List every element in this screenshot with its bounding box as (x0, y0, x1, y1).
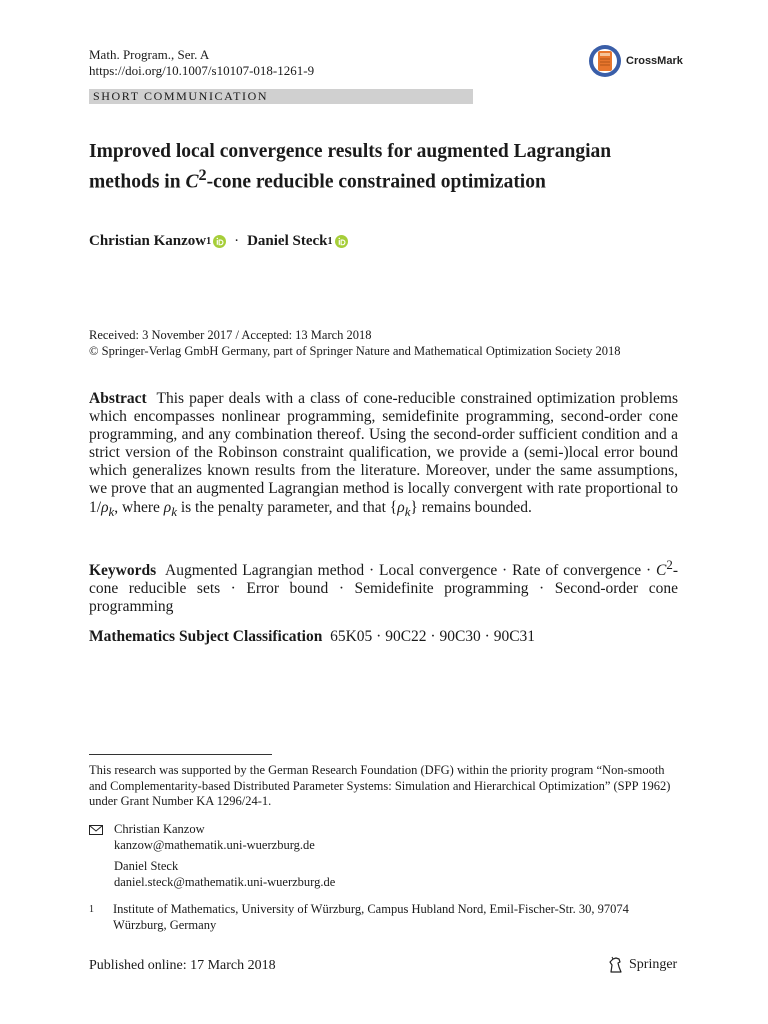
author-name[interactable]: Daniel Steck (247, 233, 328, 249)
paper-title: Improved local convergence results for augmented Lagrangian methods in $C^2$-cone reducible constrained optimization (89, 141, 612, 192)
springer-horse-icon (607, 956, 625, 974)
crossmark-label: CrossMark (626, 55, 683, 67)
affiliation (89, 902, 678, 933)
publisher-logo (607, 956, 677, 974)
author-affil-mark: 1 (327, 236, 333, 247)
author-affil-mark: 1 (206, 236, 212, 247)
journal-name: Math. Program., Ser. A (89, 47, 210, 62)
corresponding-author-name: Daniel Steck (114, 859, 179, 873)
published-online: Published online: 17 March 2018 (89, 958, 276, 973)
corresponding-author-email[interactable]: kanzow@mathematik.uni-wuerzburg.de (114, 837, 315, 852)
crossmark-badge[interactable] (588, 44, 683, 78)
funding-note: This research was supported by the German Research Foundation (DFG) within the priority program “Non-smooth and Complementarity-based Distributed Parameter Systems: Simulation and Hierarchical Optimization” (SPP 1962) under Grant Number KA 1296/24-1. (89, 763, 671, 808)
crossmark-icon (588, 44, 622, 78)
footnote-divider (89, 754, 272, 755)
msc-label: Mathematics Subject Classification (89, 628, 323, 645)
correspondence (89, 822, 678, 890)
keywords: Keywords Augmented Lagrangian method · Local convergence · Rate of convergence · $C^2$-cone reducible sets · Error bound · Semidefinite programming · Second-order cone programming (89, 557, 678, 616)
publisher-name: Springer (629, 957, 678, 972)
section-label: SHORT COMMUNICATION (89, 89, 473, 104)
author-separator: · (234, 233, 240, 249)
orcid-icon[interactable] (335, 235, 348, 248)
doi-link[interactable]: https://doi.org/10.1007/s10107-018-1261-9 (89, 63, 315, 78)
corresponding-author-email[interactable]: daniel.steck@mathematik.uni-wuerzburg.de (114, 874, 336, 889)
orcid-icon[interactable] (213, 235, 226, 248)
affiliation-number: 1 (89, 904, 94, 915)
affiliation-text: Institute of Mathematics, University of Würzburg, Campus Hubland Nord, Emil-Fischer-Str. 30, 97074 Würzburg, Germany (113, 902, 629, 932)
copyright: © Springer-Verlag GmbH Germany, part of Springer Nature and Mathematical Optimization Society 2018 (89, 343, 621, 358)
publication-dates (89, 328, 621, 359)
keywords-label: Keywords (89, 562, 157, 580)
journal-header (89, 47, 314, 79)
received-accepted: Received: 3 November 2017 / Accepted: 13 March 2018 (89, 328, 372, 342)
msc-codes: 65K05 · 90C22 · 90C30 · 90C31 (330, 628, 536, 645)
msc-classification (89, 628, 535, 646)
author-list (89, 233, 348, 250)
envelope-icon (89, 825, 103, 835)
abstract: Abstract This paper deals with a class of cone-reducible constrained optimization problems which encompasses nonlinear programming, semidefinite programming, second-order cone programming, and any combination thereof. Using the second-order sufficient condition and a strict version of the Robinson constraint qualification, we provide a (semi-)local error bound which generalizes known results from the literature. Moreover, under the same assumptions, we prove that an augmented Lagrangian method is locally convergent with rate proportional to $1/\rho_k$, where $\rho_k$ is the penalty parameter, and that $\{\rho_k\}$ remains bounded. (89, 390, 678, 519)
corresponding-author-name: Christian Kanzow (114, 822, 205, 836)
abstract-label: Abstract (89, 390, 147, 407)
author-name[interactable]: Christian Kanzow (89, 233, 207, 249)
